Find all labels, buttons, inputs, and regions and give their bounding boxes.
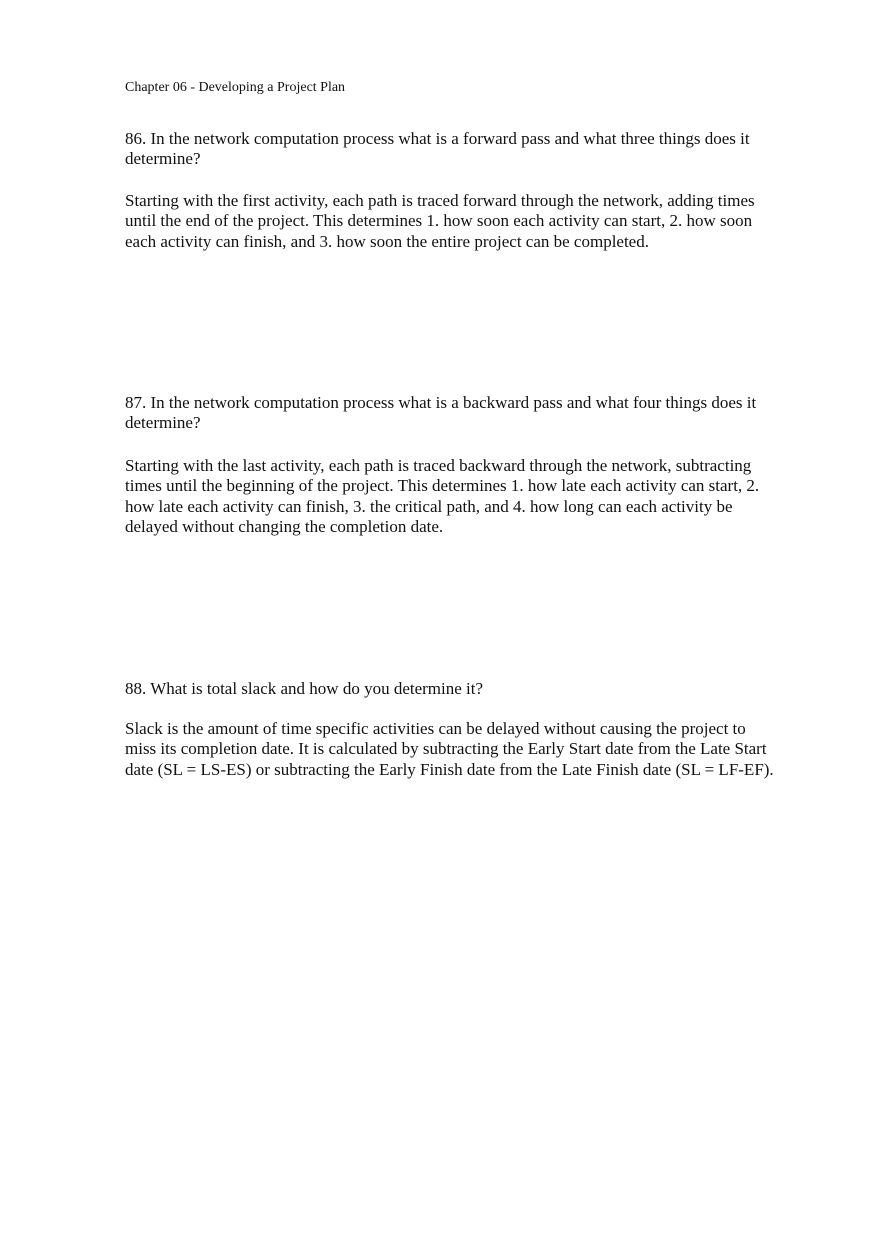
question-86: 86. In the network computation process what is a forward pass and what three things does it determine?: [125, 129, 750, 169]
answer-86: Starting with the first activity, each path is traced forward through the network, adding times until the end of the project. This determines 1. how soon each activity can start, 2. how soon each activity can finish, and 3. how soon the entire project can be completed.: [125, 191, 755, 251]
chapter-header: Chapter 06 - Developing a Project Plan: [125, 80, 346, 95]
question-87: 87. In the network computation process what is a backward pass and what four things does it determine?: [125, 393, 757, 433]
answer-88: Slack is the amount of time specific activities can be delayed without causing the project to miss its completion date. It is calculated by subtracting the Early Start date from the Late Start date (SL = LS-ES) or subtracting the Early Finish date from the Late Finish date (SL = LF-EF).: [125, 719, 774, 779]
question-88: 88. What is total slack and how do you determine it?: [125, 679, 484, 698]
answer-87: Starting with the last activity, each path is traced backward through the network, subtracting times until the beginning of the project. This determines 1. how late each activity can start, 2. how late each activity can finish, 3. the critical path, and 4. how long can each activity be delayed without changing the completion date.: [125, 456, 760, 536]
